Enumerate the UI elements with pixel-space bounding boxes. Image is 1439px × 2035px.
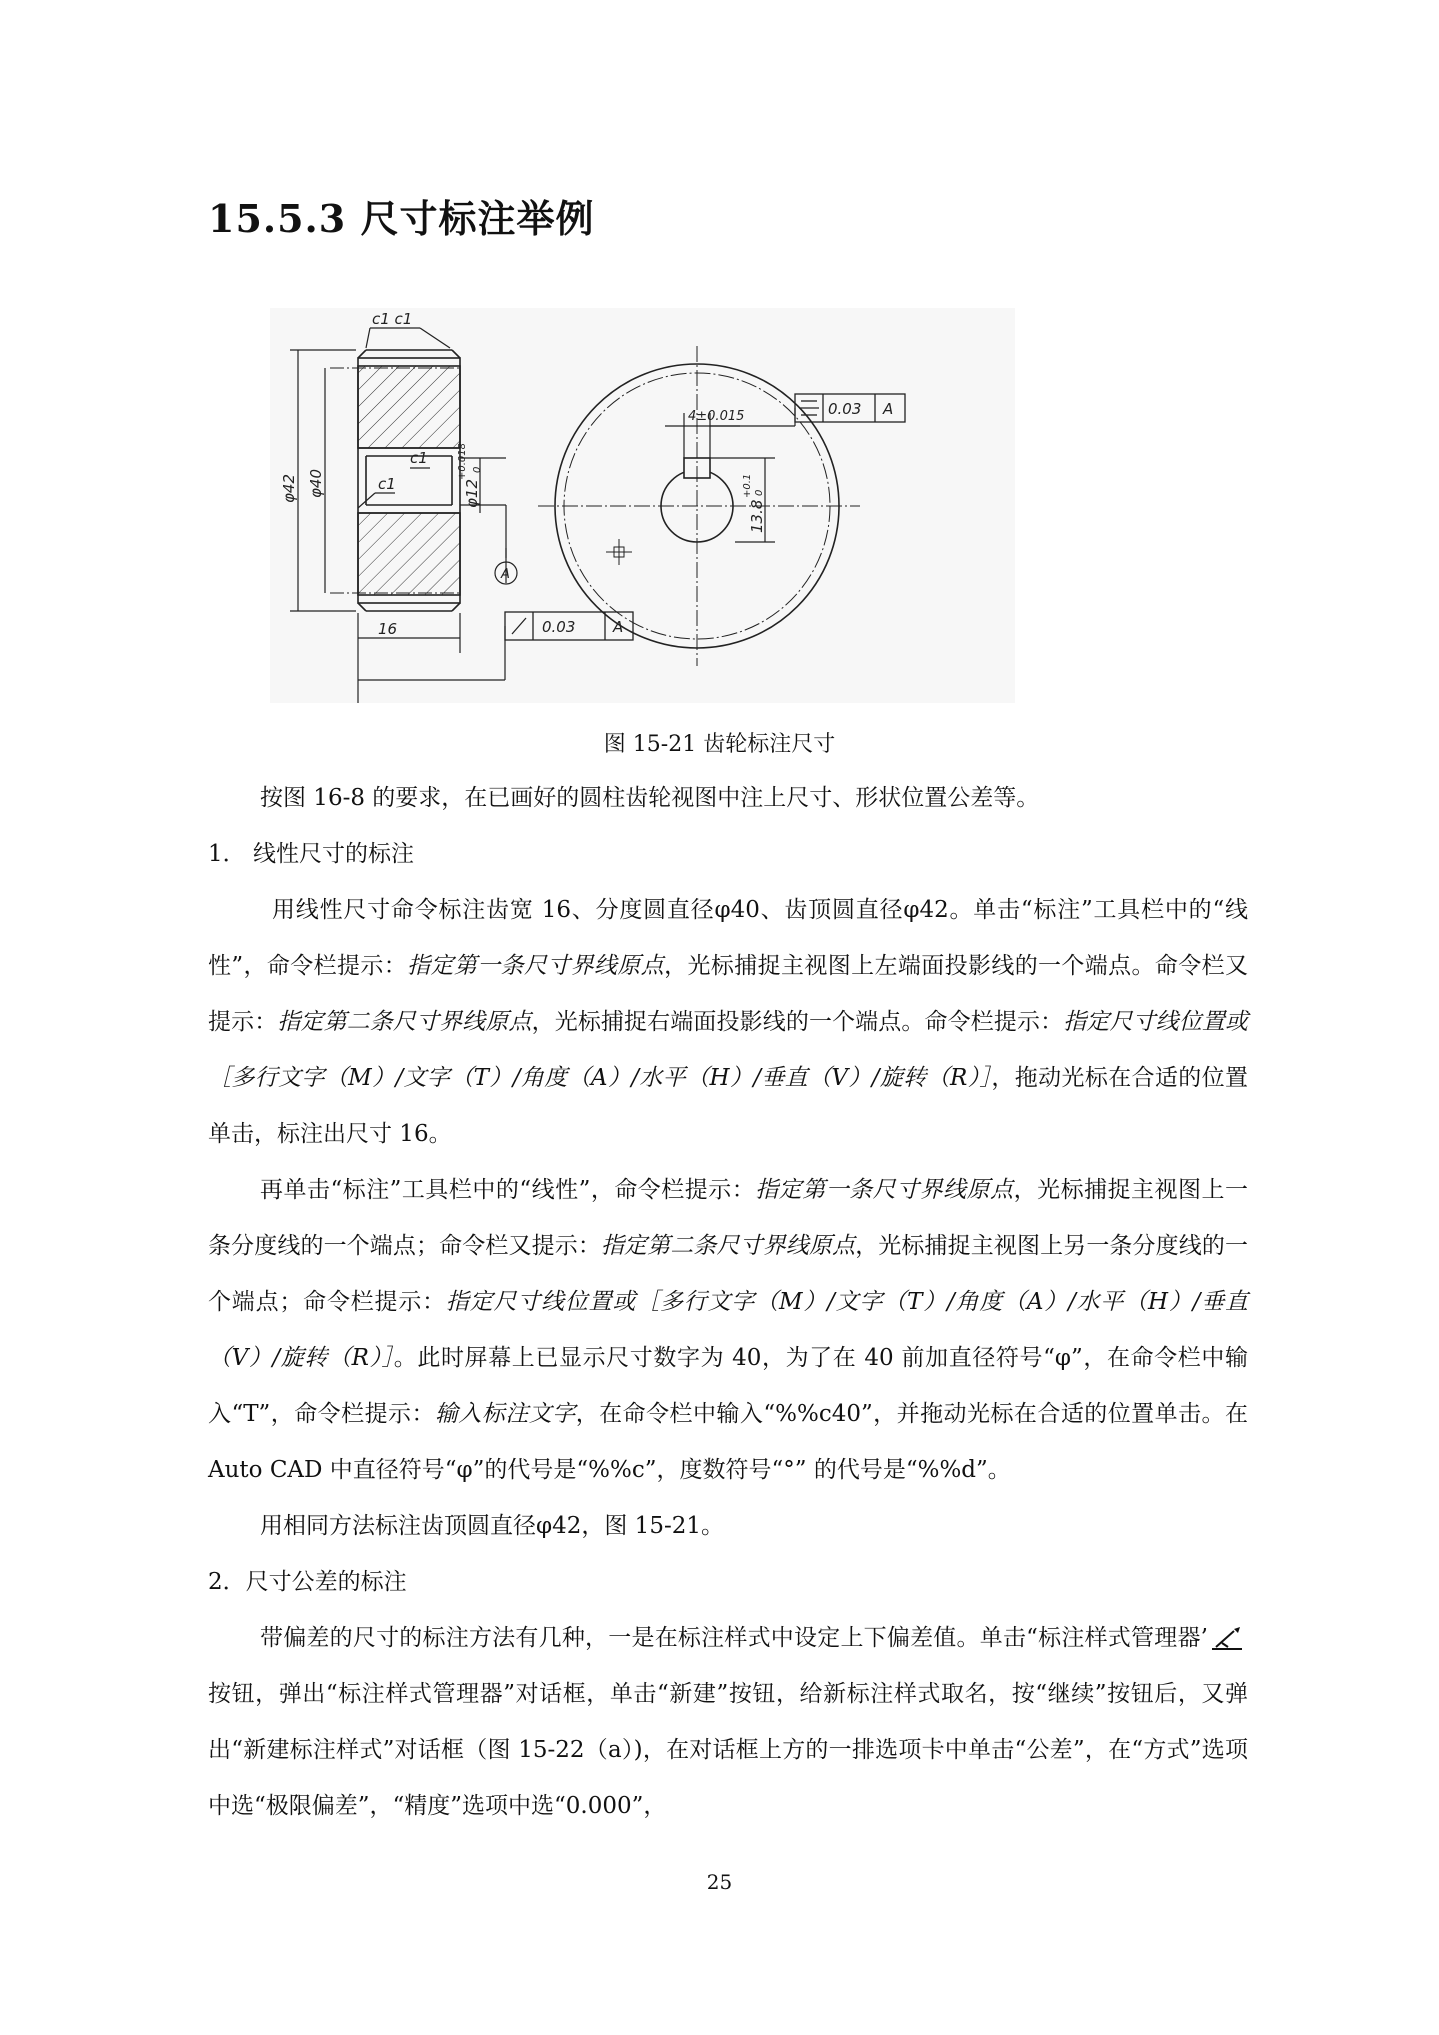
label-sym-datum: A — [883, 400, 894, 418]
paragraph-linear: 用线性尺寸命令标注齿宽 16、分度圆直径φ40、齿顶圆直径φ42。单击“标注”工具栏中的“线性”，命令栏提示：指定第一条尺寸界线原点，光标捕捉主视图上左端面投影线的一个端点。命令栏又提示：指定第二条尺寸界线原点，光标捕捉右端面投影线的一个端点。命令栏提示：指定尺寸线位置或［多行文字（M）/文字（T）/角度（A）/水平（H）/垂直（V）/旋转（R）］，拖动光标在合适的位置单击，标注出尺寸 16。 — [208, 897, 1249, 1147]
dimension-style-icon — [1208, 1625, 1248, 1653]
label-c1-top: c1 c1 — [372, 310, 413, 328]
subheading-linear: 1． 线性尺寸的标注 — [208, 841, 414, 867]
label-keyway-width: 4±0.015 — [688, 409, 745, 424]
gear-drawing-svg — [270, 308, 1015, 703]
label-width-16: 16 — [378, 620, 398, 638]
label-runout-value: 0.03 — [542, 618, 576, 636]
label-keyway-tol-lower: 0 — [754, 489, 765, 496]
label-phi40: φ40 — [307, 469, 325, 498]
label-keyway-tol-upper: +0.1 — [742, 473, 753, 498]
paragraph-same-method: 用相同方法标注齿顶圆直径φ42，图 15-21。 — [260, 1513, 724, 1539]
page-number: 25 — [706, 1870, 733, 1894]
subheading-tolerance: 2．尺寸公差的标注 — [208, 1569, 407, 1595]
gear-drawing-figure — [270, 308, 1015, 703]
paragraph-tolerance: 带偏差的尺寸的标注方法有几种，一是在标注样式中设定上下偏差值。单击“标注样式管理器’ 按钮，弹出“标注样式管理器”对话框，单击“新建”按钮，给新标注样式取名，按“继续”按钮后，又弹出“新建标注样式”对话框（图 15-22（a）)，在对话框上方的一排选项卡中单击“公差”，在“方式”选项中选“极限偏差”，“精度”选项中选“0.000”， — [208, 1625, 1248, 1819]
figure-caption: 图 15-21 齿轮标注尺寸 — [603, 732, 836, 757]
label-datum-a: A — [501, 567, 510, 582]
label-phi12-tol-lower: 0 — [472, 466, 483, 473]
label-c1-low: c1 — [378, 475, 396, 493]
body-text — [208, 770, 1248, 1834]
paragraph-intro: 按图 16-8 的要求，在已画好的圆柱齿轮视图中注上尺寸、形状位置公差等。 — [260, 785, 1040, 811]
label-runout-datum: A — [613, 618, 624, 636]
label-keyway-depth: 13.8 — [748, 499, 766, 533]
label-sym-value: 0.03 — [828, 400, 862, 418]
label-phi12: φ12 — [463, 479, 481, 508]
label-phi42: φ42 — [280, 474, 298, 503]
paragraph-linear-2: 再单击“标注”工具栏中的“线性”，命令栏提示：指定第一条尺寸界线原点，光标捕捉主视图上一条分度线的一个端点；命令栏又提示：指定第二条尺寸界线原点，光标捕捉主视图上另一条分度线的一个端点；命令栏提示：指定尺寸线位置或［多行文字（M）/文字（T）/角度（A）/水平（H）/垂直（V）/旋转（R）］。此时屏幕上已显示尺寸数字为 40，为了在 40 前加直径符号“φ”，在命令栏中输入“T”，命令栏提示：输入标注文字，在命令栏中输入“%%c40”，并拖动光标在合适的位置单击。在 Auto CAD 中直径符号“φ”的代号是“%%c”，度数符号“°” 的代号是“%%d”。 — [208, 1177, 1249, 1483]
label-c1-mid: c1 — [410, 449, 428, 467]
label-phi12-tol-upper: +0.018 — [457, 442, 468, 480]
section-heading: 15.5.3 尺寸标注举例 — [208, 196, 595, 241]
